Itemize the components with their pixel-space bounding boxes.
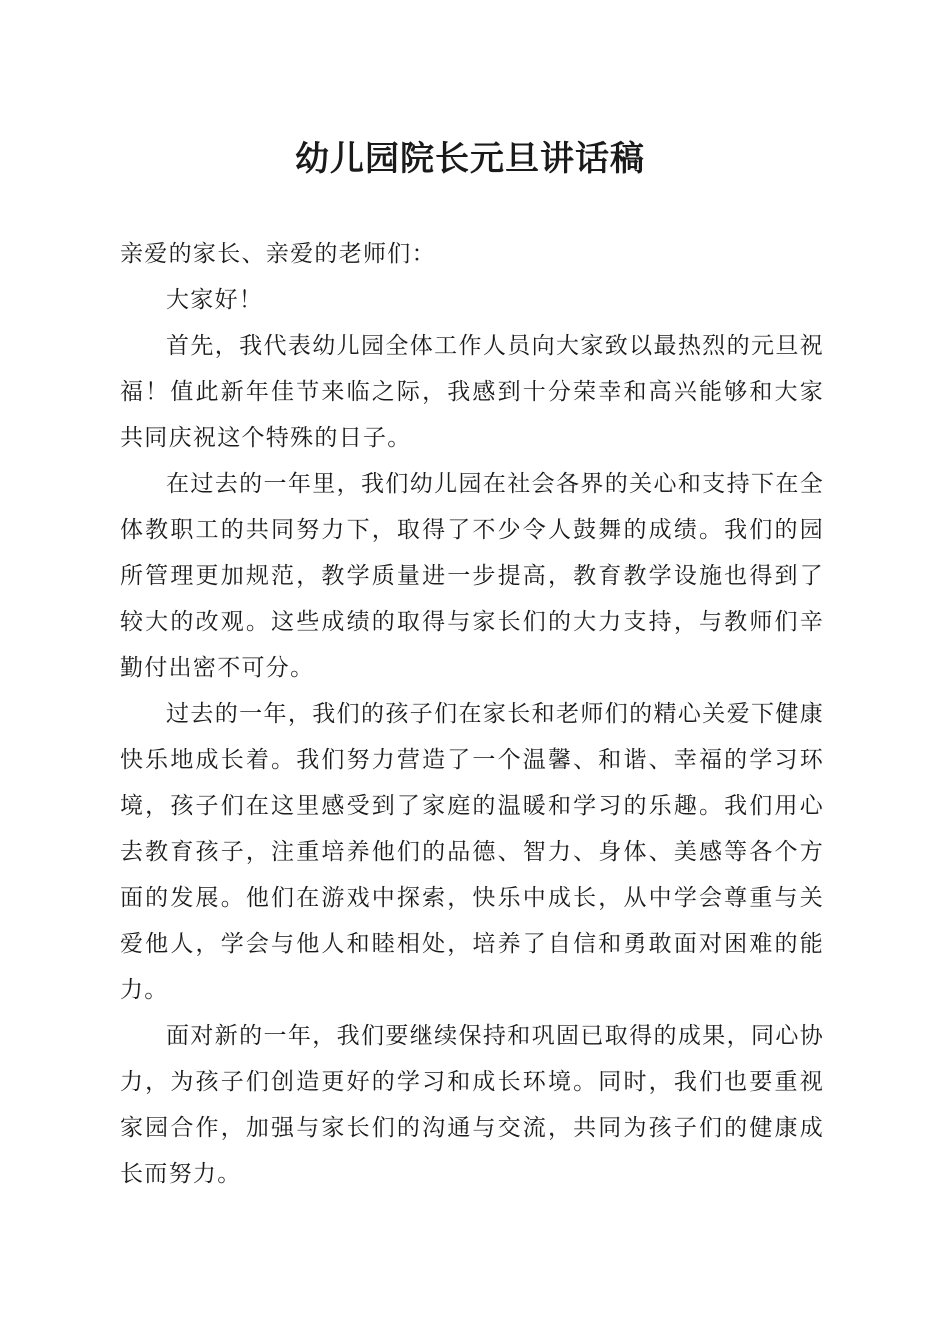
document-body [120, 231, 824, 1197]
greeting: 大家好！ [166, 287, 264, 313]
paragraph: 在过去的一年里，我们幼儿园在社会各界的关心和支持下在全体教职工的共同努力下，取得了不少令人鼓舞的成绩。我们的园所管理更加规范，教学质量进一步提高，教育教学设施也得到了较大的改观。这些成绩的取得与家长们的大力支持，与教师们辛勤付出密不可分。 [120, 471, 824, 681]
document-title: 幼儿园院长元旦讲话稿 [295, 139, 645, 179]
salutation: 亲爱的家长、亲爱的老师们： [120, 241, 436, 267]
paragraph: 面对新的一年，我们要继续保持和巩固已取得的成果，同心协力，为孩子们创造更好的学习和成长环境。同时，我们也要重视家园合作，加强与家长们的沟通与交流，共同为孩子们的健康成长而努力。 [120, 1023, 824, 1187]
paragraph: 过去的一年，我们的孩子们在家长和老师们的精心关爱下健康快乐地成长着。我们努力营造了一个温馨、和谐、幸福的学习环境，孩子们在这里感受到了家庭的温暖和学习的乐趣。我们用心去教育孩子，注重培养他们的品德、智力、身体、美感等各个方面的发展。他们在游戏中探索，快乐中成长，从中学会尊重与关爱他人，学会与他人和睦相处，培养了自信和勇敢面对困难的能力。 [120, 701, 824, 1003]
paragraph: 首先，我代表幼儿园全体工作人员向大家致以最热烈的元旦祝福！值此新年佳节来临之际，我感到十分荣幸和高兴能够和大家共同庆祝这个特殊的日子。 [120, 333, 824, 451]
